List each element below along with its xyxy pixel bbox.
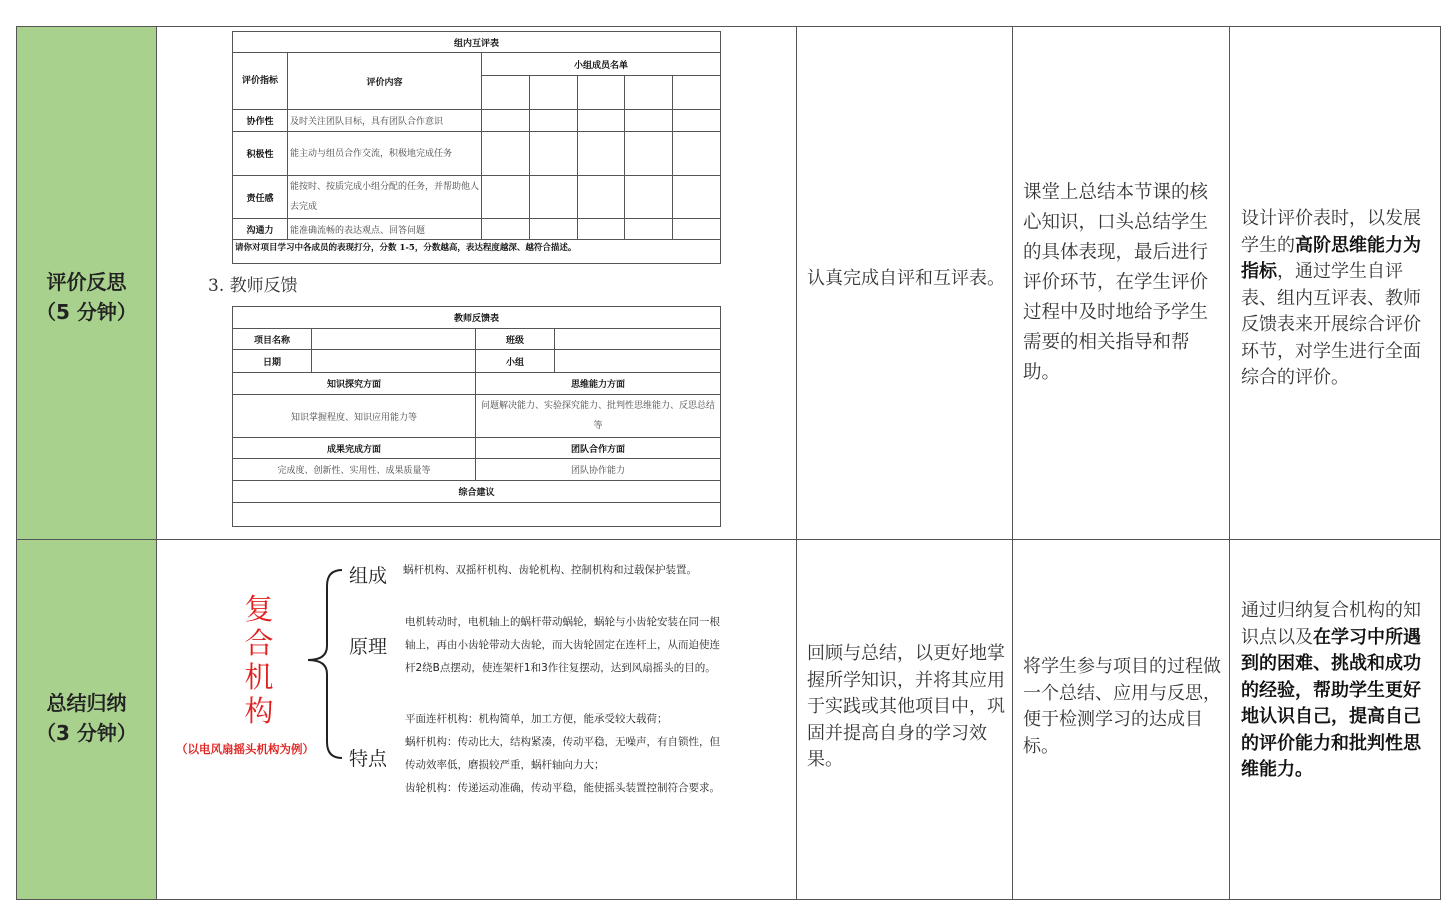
phase-title <box>17 688 156 748</box>
project-name-label: 项目名称 <box>233 329 312 350</box>
indicator-content: 能准确流畅的表达观点、回答问题 <box>288 219 482 240</box>
score-cell[interactable] <box>673 219 721 240</box>
score-cell[interactable] <box>625 219 673 240</box>
col-indicator-header: 评价指标 <box>233 53 288 110</box>
knowledge-desc: 知识掌握程度、知识应用能力等 <box>233 395 476 438</box>
score-cell[interactable] <box>673 176 721 219</box>
teacher-activity-text: 课堂上总结本节课的核心知识，口头总结学生的具体表现，最后进行评价环节，在学生评价过程中及时地给予学生需要的相关指导和帮助。 <box>1023 182 1209 383</box>
branch-line: 杆2绕B点摆动，使连架杆1和3作往复摆动，达到风扇摇头的目的。 <box>405 662 716 674</box>
branch-line: 轴上，再由小齿轮带动大齿轮，而大齿轮固定在连杆上，从而迫使连 <box>405 639 720 651</box>
knowledge-header: 知识探究方面 <box>233 373 476 395</box>
branch-label-principle: 原理 <box>349 636 388 658</box>
phase-duration: （3 分钟） <box>36 721 137 745</box>
branch-label-composition: 组成 <box>349 565 388 587</box>
indicator-content: 能按时、按质完成小组分配的任务，并帮助他人去完成 <box>288 176 482 219</box>
phase-duration: （5 分钟） <box>36 300 137 324</box>
branch-text-composition <box>403 559 697 582</box>
mindmap-center <box>236 592 282 728</box>
member-cell[interactable] <box>577 76 625 110</box>
score-cell[interactable] <box>577 132 625 176</box>
col-members-header: 小组成员名单 <box>482 53 721 76</box>
score-cell[interactable] <box>673 132 721 176</box>
score-cell[interactable] <box>625 132 673 176</box>
suggestion-value[interactable] <box>233 503 721 527</box>
score-cell[interactable] <box>625 110 673 132</box>
thinking-header: 思维能力方面 <box>476 373 721 395</box>
score-cell[interactable] <box>529 219 577 240</box>
thinking-desc: 问题解决能力、实验探究能力、批判性思维能力、反思总结等 <box>476 395 721 438</box>
group-label: 小组 <box>476 350 555 373</box>
branch-line: 齿轮机构：传递运动准确，传动平稳，能使摇头装置控制符合要求。 <box>405 782 720 794</box>
peer-table-footer: 请你对项目学习中各成员的表现打分，分数 1-5，分数越高，表达程度越深、越符合描述。 <box>233 240 721 264</box>
design-intent-bold: 在学习中所遇到的困难、挑战和成功的经验，帮助学生更好地认识自己，提高自己的评价能力和批判性思维能力。 <box>1241 626 1421 780</box>
branch-line: 传动效率低，磨损较严重，蜗杆轴向力大； <box>405 759 605 771</box>
project-name-value[interactable] <box>312 329 476 350</box>
member-cell[interactable] <box>625 76 673 110</box>
center-char: 复 <box>244 592 274 626</box>
score-cell[interactable] <box>482 132 530 176</box>
score-cell[interactable] <box>577 219 625 240</box>
group-value[interactable] <box>555 350 721 373</box>
score-cell[interactable] <box>529 132 577 176</box>
score-cell[interactable] <box>529 110 577 132</box>
branch-line: 电机转动时，电机轴上的蜗杆带动蜗轮，蜗轮与小齿轮安装在同一根 <box>405 616 720 628</box>
indicator-content: 及时关注团队目标，具有团队合作意识 <box>288 110 482 132</box>
class-label: 班级 <box>476 329 555 350</box>
score-cell[interactable] <box>625 176 673 219</box>
member-cell[interactable] <box>529 76 577 110</box>
indicator-label: 协作性 <box>233 110 288 132</box>
phase-title <box>17 267 156 327</box>
indicator-content: 能主动与组员合作交流，积极地完成任务 <box>288 132 482 176</box>
score-cell[interactable] <box>577 176 625 219</box>
score-cell[interactable] <box>577 110 625 132</box>
branch-label-features: 特点 <box>349 748 388 770</box>
score-cell[interactable] <box>673 110 721 132</box>
branch-line: 蜗杆机构：传动比大，结构紧凑，传动平稳，无噪声，有自锁性，但 <box>405 736 720 748</box>
score-cell[interactable] <box>529 176 577 219</box>
score-cell[interactable] <box>482 219 530 240</box>
member-cell[interactable] <box>673 76 721 110</box>
design-intent-text <box>1241 598 1429 784</box>
branch-text-features <box>405 708 720 800</box>
phase-name: 总结归纳 <box>46 691 127 715</box>
design-intent-part: 设计评价表时，以发展学生的 <box>1241 208 1421 256</box>
suggestion-header: 综合建议 <box>233 481 721 503</box>
center-char: 构 <box>244 694 274 728</box>
member-cell[interactable] <box>482 76 530 110</box>
date-value[interactable] <box>312 350 476 373</box>
result-desc: 完成度、创新性、实用性、成果质量等 <box>233 459 476 481</box>
design-intent-bold: 高阶思维能力为指标 <box>1241 234 1421 282</box>
design-intent-text <box>1241 206 1431 392</box>
team-desc: 团队协作能力 <box>476 459 721 481</box>
mindmap-center-note: （以电风扇摇头机构为例） <box>176 742 314 756</box>
design-intent-part: 通过归纳复合机构的知识点以及 <box>1241 600 1421 648</box>
score-cell[interactable] <box>482 110 530 132</box>
date-label: 日期 <box>233 350 312 373</box>
team-header: 团队合作方面 <box>476 438 721 459</box>
student-activity-text: 回顾与总结，以更好地掌握所学知识，并将其应用于实践或其他项目中，巩固并提高自身的学习效果。 <box>807 643 1005 770</box>
peer-evaluation-table <box>232 31 721 264</box>
teacher-feedback-table <box>232 306 721 527</box>
branch-line: 平面连杆机构：机构简单，加工方便，能承受较大载荷； <box>405 713 668 725</box>
indicator-label: 责任感 <box>233 176 288 219</box>
peer-table-title: 组内互评表 <box>233 32 721 53</box>
branch-text-principle <box>405 611 720 680</box>
col-content-header: 评价内容 <box>288 53 482 110</box>
phase-name: 评价反思 <box>46 270 127 294</box>
phase-cell-evaluation <box>17 27 157 540</box>
teacher-table-title: 教师反馈表 <box>233 307 721 329</box>
mindmap-brace <box>300 560 345 770</box>
phase-cell-summary <box>17 540 157 900</box>
class-value[interactable] <box>555 329 721 350</box>
teacher-feedback-heading: 3. 教师反馈 <box>208 276 298 296</box>
center-char: 机 <box>244 660 274 694</box>
lesson-table <box>16 26 1441 900</box>
branch-line: 蜗杆机构、双摇杆机构、齿轮机构、控制机构和过载保护装置。 <box>403 564 697 576</box>
score-cell[interactable] <box>482 176 530 219</box>
design-intent-part: ，通过学生自评表、组内互评表、教师反馈表来开展综合评价环节，对学生进行全面综合的评价。 <box>1241 261 1421 388</box>
indicator-label: 沟通力 <box>233 219 288 240</box>
student-activity-text: 认真完成自评和互评表。 <box>807 268 1005 289</box>
center-char: 合 <box>244 626 274 660</box>
indicator-label: 积极性 <box>233 132 288 176</box>
teacher-activity-text: 将学生参与项目的过程做一个总结、应用与反思，便于检测学习的达成目标。 <box>1023 656 1221 757</box>
result-header: 成果完成方面 <box>233 438 476 459</box>
